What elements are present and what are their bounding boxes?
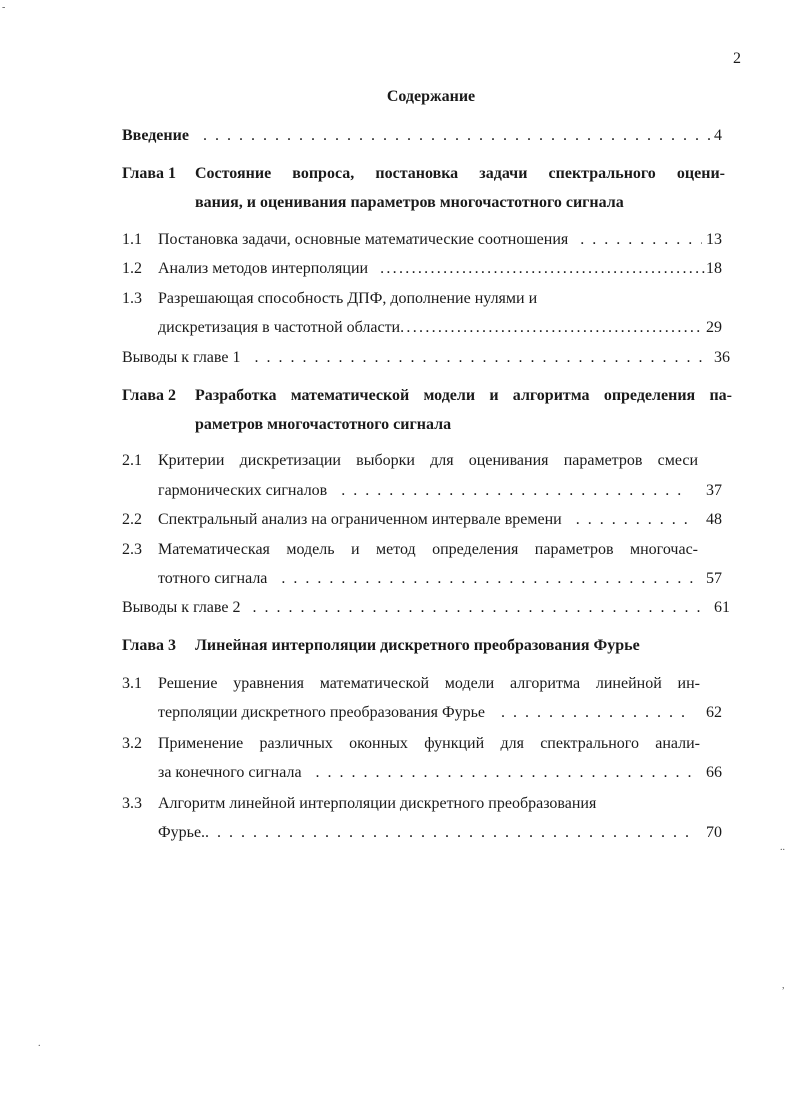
toc-entry-page: 36 (714, 349, 730, 366)
toc-entry-2-2[interactable] (158, 510, 722, 530)
section-number: 3.2 (122, 735, 142, 752)
toc-entry-2-3-line1[interactable]: Математическая модель и метод определения параметров многочас- (158, 541, 698, 558)
toc-entry-3-2[interactable] (158, 763, 722, 783)
toc-entry-label: Анализ методов интерполяции (158, 260, 369, 277)
scan-speck: . (38, 1038, 41, 1049)
chapter-2-heading-num: Глава 2 (122, 387, 176, 404)
dot-leader (316, 763, 692, 783)
section-number: 3.3 (122, 795, 142, 812)
toc-entry-2-3[interactable] (158, 569, 722, 589)
toc-entry-page: 62 (706, 704, 722, 721)
toc-entry-1-2[interactable] (158, 259, 722, 279)
toc-entry-3-3[interactable] (158, 823, 722, 843)
toc-entry-1-3[interactable] (158, 318, 722, 338)
dot-leader (281, 569, 696, 589)
toc-entry-intro[interactable] (122, 126, 722, 146)
toc-entry-label: Выводы к главе 1 (122, 349, 241, 366)
toc-entry-label: дискретизация в частотной области (158, 319, 401, 336)
toc-entry-3-1-line1[interactable]: Решение уравнения математической модели алгоритма линейной ин- (158, 675, 700, 692)
chapter-2-heading-line1: Разработка математической модели и алгоритма определения па- (195, 387, 732, 404)
section-number: 1.1 (122, 231, 142, 248)
toc-entry-page: 48 (706, 511, 722, 528)
toc-entry-page: 66 (706, 764, 722, 781)
toc-entry-3-3-line1[interactable]: Алгоритм линейной интерполяции дискретного преобразования (158, 795, 597, 812)
toc-entry-label: Спектральный анализ на ограниченном интервале времени (158, 511, 562, 528)
chapter-3-heading-line1: Линейная интерполяции дискретного преобразования Фурье (195, 637, 640, 654)
chapter-1-heading-line1: Состояние вопроса, постановка задачи спектрального оцени- (195, 165, 725, 182)
dot-leader (576, 510, 690, 530)
toc-entry-label: гармонических сигналов (158, 482, 328, 499)
toc-entry-3-2-line1[interactable]: Применение различных оконных функций для спектрального анали- (158, 735, 700, 752)
toc-entry-conclusions-1[interactable] (122, 348, 730, 368)
chapter-3-heading-num: Глава 3 (122, 637, 176, 654)
page-number: 2 (733, 50, 741, 67)
toc-entry-2-1[interactable] (158, 481, 722, 501)
toc-entry-page: 37 (706, 482, 722, 499)
toc-entry-page: 61 (714, 599, 730, 616)
toc-entry-page: 29 (706, 319, 722, 336)
toc-entry-label: Выводы к главе 2 (122, 599, 241, 616)
section-number: 3.1 (122, 675, 142, 692)
toc-entry-label: за конечного сигнала (158, 764, 302, 781)
scan-speck: , (782, 980, 785, 991)
scan-speck: .. (780, 842, 785, 853)
chapter-2-heading-line2: раметров многочастотного сигнала (195, 416, 452, 433)
section-number: 2.2 (122, 511, 142, 528)
scan-speck: - (2, 2, 6, 13)
toc-entry-1-1[interactable] (158, 230, 722, 250)
section-number: 2.1 (122, 452, 142, 469)
section-number: 2.3 (122, 541, 142, 558)
dot-leader (205, 823, 692, 843)
dot-leader (254, 348, 704, 368)
toc-entry-label: Фурье. (158, 824, 206, 841)
toc-entry-label: терполяции дискретного преобразования Фурье (158, 704, 485, 721)
toc-entry-label: Введение (122, 127, 189, 144)
dot-leader (252, 598, 704, 618)
toc-entry-3-1[interactable] (158, 703, 722, 723)
dot-leader (203, 126, 710, 146)
dot-leader (580, 230, 702, 250)
chapter-1-heading-line2: вания, и оценивания параметров многочастотного сигнала (195, 194, 624, 211)
dot-leader (341, 481, 682, 501)
toc-entry-page: 13 (706, 231, 722, 248)
toc-title: Содержание (386, 88, 476, 105)
toc-entry-label: тотного сигнала (158, 570, 268, 587)
dot-leader (501, 703, 690, 723)
section-number: 1.2 (122, 260, 142, 277)
dot-leader (380, 259, 706, 279)
dot-leader (400, 318, 702, 338)
toc-entry-1-3-line1[interactable]: Разрешающая способность ДПФ, дополнение нулями и (158, 290, 538, 307)
section-number: 1.3 (122, 290, 142, 307)
toc-entry-page: 4 (714, 127, 722, 144)
toc-entry-conclusions-2[interactable] (122, 598, 730, 618)
toc-entry-2-1-line1[interactable]: Критерии дискретизации выборки для оценивания параметров смеси (158, 452, 698, 469)
toc-entry-page: 57 (706, 570, 722, 587)
toc-entry-page: 18 (706, 260, 722, 277)
chapter-1-heading-num: Глава 1 (122, 165, 176, 182)
toc-entry-label: Постановка задачи, основные математические соотношения (158, 231, 569, 248)
toc-entry-page: 70 (706, 824, 722, 841)
